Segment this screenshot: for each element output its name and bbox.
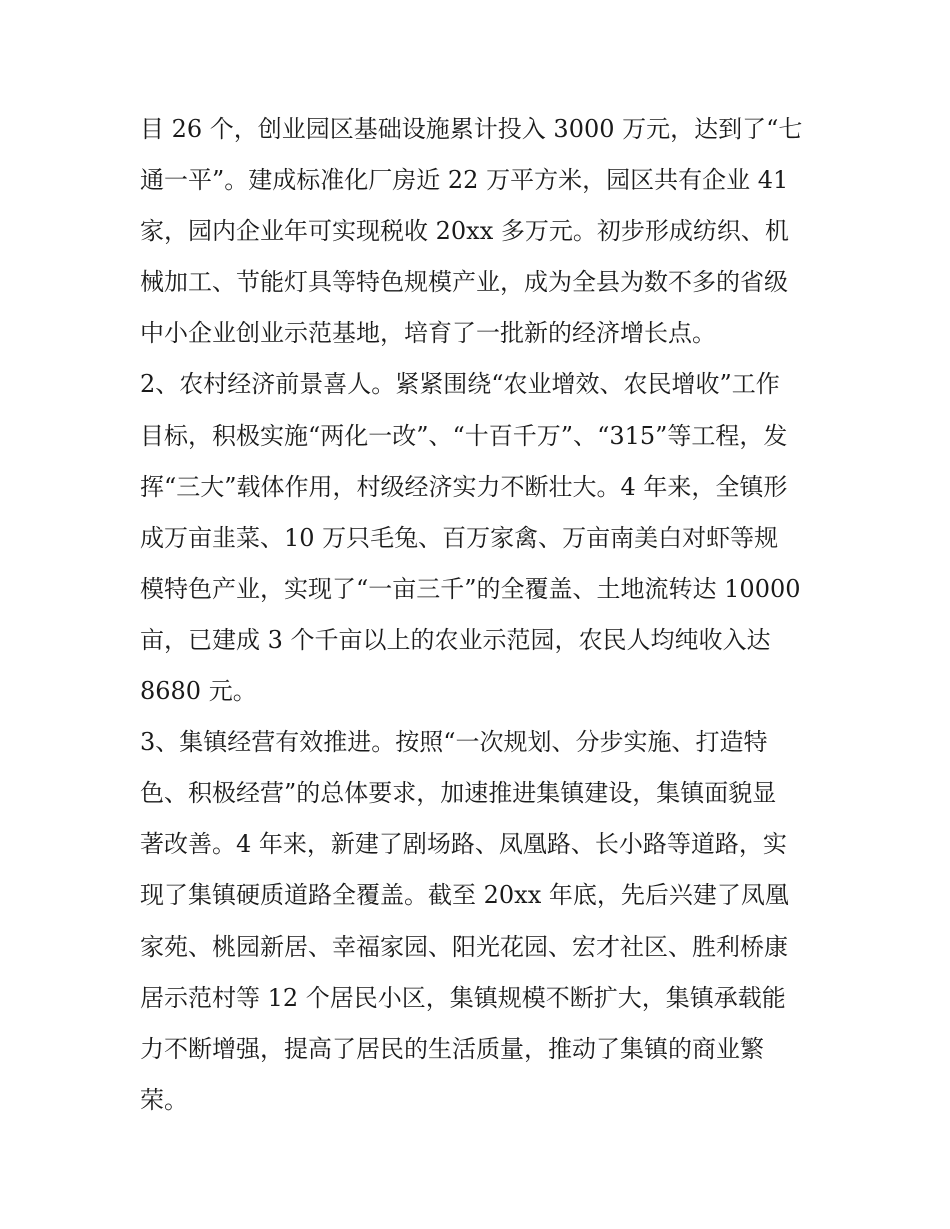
text-line: 目标，积极实施“两化一改”、“十百千万”、“315”等工程，发	[140, 421, 788, 450]
text-line: 挥“三大”载体作用，村级经济实力不断壮大。4 年来，全镇形	[140, 472, 788, 501]
text-line: 械加工、节能灯具等特色规模产业，成为全县为数不多的省级	[140, 268, 788, 297]
text-line: 居示范村等 12 个居民小区，集镇规模不断扩大，集镇承载能	[140, 983, 786, 1012]
text-line: 8680 元。	[140, 677, 257, 706]
text-line: 色、积极经营”的总体要求，加速推进集镇建设，集镇面貌显	[140, 779, 777, 808]
document-body	[140, 104, 820, 1126]
text-line: 家苑、桃园新居、幸福家园、阳光花园、宏才社区、胜利桥康	[140, 932, 788, 961]
text-line: 亩，已建成 3 个千亩以上的农业示范园，农民人均纯收入达	[140, 625, 771, 654]
text-line: 2、农村经济前景喜人。紧紧围绕“农业增效、农民增收”工作	[140, 370, 780, 399]
text-line: 著改善。4 年来，新建了剧场路、凤凰路、长小路等道路，实	[140, 830, 787, 859]
text-line: 通一平”。建成标准化厂房近 22 万平方米，园区共有企业 41	[140, 166, 789, 195]
text-line: 成万亩韭菜、10 万只毛兔、百万家禽、万亩南美白对虾等规	[140, 523, 779, 552]
text-line: 模特色产业，实现了“一亩三千”的全覆盖、土地流转达 10000	[140, 574, 801, 603]
text-line: 荣。	[140, 1085, 188, 1114]
text-line: 中小企业创业示范基地，培育了一批新的经济增长点。	[140, 319, 716, 348]
text-line: 力不断增强，提高了居民的生活质量，推动了集镇的商业繁	[140, 1034, 764, 1063]
text-line: 3、集镇经营有效推进。按照“一次规划、分步实施、打造特	[140, 728, 768, 757]
text-line: 家，园内企业年可实现税收 20xx 多万元。初步形成纺织、机	[140, 217, 789, 246]
text-line: 现了集镇硬质道路全覆盖。截至 20xx 年底，先后兴建了凤凰	[140, 881, 789, 910]
text-line: 目 26 个，创业园区基础设施累计投入 3000 万元，达到了“七	[140, 115, 803, 143]
